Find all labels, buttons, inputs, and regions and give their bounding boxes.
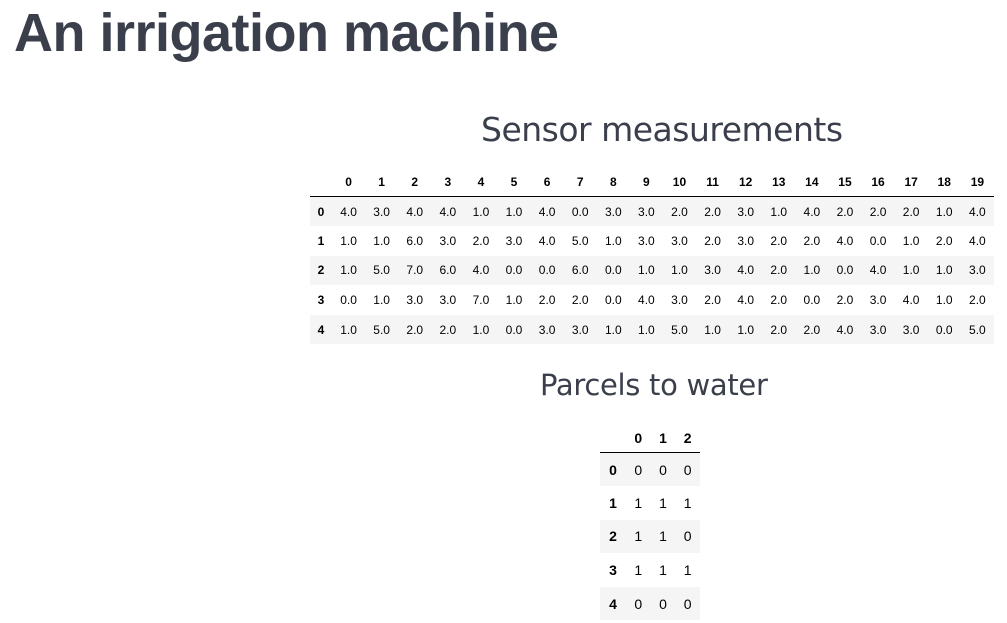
row-index: 2	[317, 263, 325, 278]
column-header: 18	[928, 168, 961, 197]
table-cell: 7.0	[406, 263, 424, 278]
table-row	[600, 486, 700, 520]
table-cell: 0.0	[869, 233, 887, 248]
table-cell: 2.0	[770, 263, 788, 278]
table-cell: 2.0	[472, 233, 490, 248]
column-header: 15	[828, 168, 861, 197]
table-cell: 4.0	[538, 204, 556, 219]
table-cell: 2.0	[704, 293, 721, 308]
table-cell: 4.0	[538, 233, 556, 248]
table-cell: 0.0	[803, 293, 821, 308]
row-index: 2	[609, 528, 617, 545]
table-cell: 1	[634, 494, 643, 511]
table-cell: 2.0	[869, 204, 887, 219]
column-header: 2	[675, 424, 700, 453]
table-cell: 7.0	[472, 293, 490, 308]
table-cell: 3.0	[704, 263, 721, 278]
column-header: 9	[630, 168, 663, 197]
table-header-row	[600, 424, 700, 453]
row-index: 3	[317, 293, 325, 308]
table-cell: 1	[659, 528, 667, 545]
parcels-to-water-table	[600, 424, 700, 620]
table-cell: 0	[683, 528, 692, 545]
column-header: 1	[651, 424, 676, 453]
table-cell: 4.0	[737, 293, 755, 308]
table-row	[310, 197, 994, 227]
table-cell: 1.0	[638, 263, 655, 278]
table-cell: 6.0	[571, 263, 589, 278]
table-cell: 2.0	[770, 322, 788, 337]
table-cell: 2.0	[902, 204, 920, 219]
table-cell: 3.0	[737, 204, 755, 219]
column-header: 19	[961, 168, 994, 197]
table-cell: 1.0	[770, 204, 788, 219]
column-header: 5	[497, 168, 530, 197]
slide-title: An irrigation machine	[14, 3, 559, 63]
row-index: 1	[317, 233, 325, 248]
table-cell: 1.0	[505, 293, 523, 308]
table-cell: 1.0	[472, 322, 490, 337]
table-cell: 3.0	[638, 204, 655, 219]
table-cell: 2.0	[406, 322, 424, 337]
column-header: 7	[564, 168, 597, 197]
row-index: 4	[317, 322, 325, 337]
table-cell: 0	[634, 595, 643, 612]
table-cell: 4.0	[836, 233, 854, 248]
table-cell: 0	[659, 461, 667, 478]
table-cell: 5.0	[671, 322, 688, 337]
table-cell: 0.0	[571, 204, 589, 219]
table-cell: 5.0	[373, 263, 390, 278]
table-cell: 1.0	[704, 322, 721, 337]
column-header: 16	[862, 168, 895, 197]
table-row	[310, 315, 994, 345]
table-row	[310, 226, 994, 256]
table-row	[600, 453, 700, 487]
table-cell: 1	[659, 494, 667, 511]
table-cell: 3.0	[671, 293, 688, 308]
table-cell: 1.0	[472, 204, 490, 219]
row-index: 4	[609, 595, 617, 612]
table-cell: 5.0	[373, 322, 390, 337]
column-header: 12	[729, 168, 762, 197]
table-cell: 4.0	[969, 204, 986, 219]
sensor-measurements-table	[310, 168, 994, 344]
table-cell: 3.0	[604, 204, 622, 219]
table-cell: 2.0	[935, 233, 953, 248]
table-cell: 1.0	[638, 322, 655, 337]
table-cell: 1.0	[671, 263, 688, 278]
table-cell: 1.0	[340, 322, 357, 337]
table-cell: 3.0	[538, 322, 556, 337]
table-row	[310, 256, 994, 286]
table-cell: 1	[683, 562, 692, 579]
table-cell: 3.0	[737, 233, 755, 248]
table-cell: 2.0	[803, 322, 821, 337]
table-cell: 4.0	[969, 233, 986, 248]
table-cell: 3.0	[869, 293, 887, 308]
table-cell: 3.0	[571, 322, 589, 337]
parcels-to-water-title: Parcels to water	[540, 368, 768, 402]
column-header: 10	[663, 168, 696, 197]
table-cell: 1.0	[737, 322, 755, 337]
row-index: 1	[609, 494, 617, 511]
table-header-row	[310, 168, 994, 197]
table-cell: 2.0	[770, 293, 788, 308]
table-cell: 1.0	[935, 293, 953, 308]
table-cell: 0.0	[604, 293, 622, 308]
sensor-measurements-title: Sensor measurements	[481, 110, 843, 149]
column-header: 2	[398, 168, 431, 197]
column-header: 0	[332, 168, 365, 197]
table-row	[600, 553, 700, 587]
table-cell: 3.0	[671, 233, 688, 248]
table-cell: 4.0	[472, 263, 490, 278]
table-cell: 1.0	[340, 263, 357, 278]
table-cell: 3.0	[406, 293, 424, 308]
table-cell: 2.0	[836, 204, 854, 219]
table-cell: 1.0	[803, 263, 821, 278]
table-cell: 3.0	[969, 263, 986, 278]
table-cell: 0	[683, 461, 692, 478]
index-header-corner	[600, 424, 626, 453]
table-cell: 4.0	[836, 322, 854, 337]
index-header-corner	[310, 168, 332, 197]
table-cell: 2.0	[704, 204, 721, 219]
column-header: 11	[696, 168, 729, 197]
table-cell: 2.0	[704, 233, 721, 248]
table-cell: 0.0	[836, 263, 854, 278]
column-header: 6	[531, 168, 564, 197]
table-cell: 1.0	[902, 263, 920, 278]
table-cell: 3.0	[439, 233, 457, 248]
table-cell: 1.0	[373, 233, 390, 248]
table-cell: 1.0	[340, 233, 357, 248]
table-cell: 0	[659, 595, 667, 612]
table-cell: 3.0	[902, 322, 920, 337]
table-cell: 1	[683, 494, 692, 511]
table-cell: 2.0	[836, 293, 854, 308]
table-cell: 2.0	[770, 233, 788, 248]
table-cell: 0.0	[340, 293, 357, 308]
table-cell: 0.0	[935, 322, 953, 337]
table-row	[600, 520, 700, 554]
table-row	[600, 587, 700, 621]
table-cell: 5.0	[969, 322, 986, 337]
table-cell: 4.0	[803, 204, 821, 219]
table-cell: 2.0	[803, 233, 821, 248]
table-cell: 1	[634, 562, 643, 579]
column-header: 0	[626, 424, 651, 453]
table-cell: 1.0	[935, 204, 953, 219]
table-cell: 0.0	[604, 263, 622, 278]
table-cell: 2.0	[671, 204, 688, 219]
table-cell: 4.0	[638, 293, 655, 308]
table-cell: 3.0	[638, 233, 655, 248]
table-cell: 4.0	[737, 263, 755, 278]
table-cell: 0	[683, 595, 692, 612]
column-header: 3	[431, 168, 464, 197]
table-cell: 2.0	[969, 293, 986, 308]
table-cell: 0.0	[538, 263, 556, 278]
table-cell: 1.0	[373, 293, 390, 308]
table-cell: 5.0	[571, 233, 589, 248]
table-cell: 1.0	[505, 204, 523, 219]
table-cell: 3.0	[439, 293, 457, 308]
table-cell: 4.0	[869, 263, 887, 278]
table-cell: 3.0	[505, 233, 523, 248]
table-cell: 1	[634, 528, 643, 545]
table-cell: 1.0	[604, 322, 622, 337]
table-cell: 4.0	[439, 204, 457, 219]
table-cell: 1.0	[935, 263, 953, 278]
table-row	[310, 285, 994, 315]
column-header: 1	[365, 168, 398, 197]
table-cell: 1.0	[902, 233, 920, 248]
table-cell: 4.0	[406, 204, 424, 219]
table-cell: 2.0	[538, 293, 556, 308]
table-cell: 2.0	[571, 293, 589, 308]
column-header: 4	[464, 168, 497, 197]
table-cell: 3.0	[373, 204, 390, 219]
table-cell: 2.0	[439, 322, 457, 337]
column-header: 13	[762, 168, 795, 197]
table-cell: 4.0	[902, 293, 920, 308]
table-cell: 6.0	[439, 263, 457, 278]
table-cell: 0	[634, 461, 643, 478]
table-cell: 1.0	[604, 233, 622, 248]
column-header: 17	[895, 168, 928, 197]
row-index: 3	[609, 562, 617, 579]
table-cell: 4.0	[340, 204, 357, 219]
row-index: 0	[317, 204, 325, 219]
row-index: 0	[609, 461, 617, 478]
table-cell: 1	[659, 562, 667, 579]
column-header: 8	[597, 168, 630, 197]
table-cell: 3.0	[869, 322, 887, 337]
column-header: 14	[795, 168, 828, 197]
table-cell: 6.0	[406, 233, 424, 248]
table-cell: 0.0	[505, 322, 523, 337]
table-cell: 0.0	[505, 263, 523, 278]
